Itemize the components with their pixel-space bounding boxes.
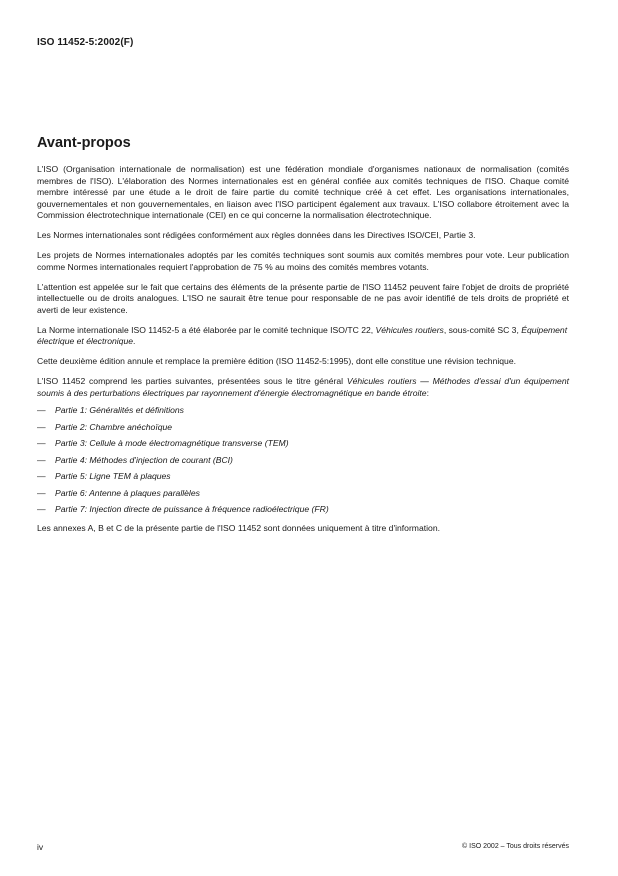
part-label: Partie 7: Injection directe de puissance à fréquence radioélectrique (FR): [55, 504, 329, 514]
list-item: [37, 405, 569, 417]
list-item: [37, 422, 569, 434]
general-title: Véhicules routiers — Méthodes d'essai d'un équipement soumis à des perturbations électriques par rayonnement d'énergie électromagnétique en bande étroite: [37, 376, 569, 398]
copyright-notice: © ISO 2002 – Tous droits réservés: [462, 843, 569, 850]
committee-tc-name: Véhicules routiers: [375, 324, 444, 335]
committee-sc-name: Équipement électrique et électronique: [37, 324, 568, 346]
part-label: Partie 2: Chambre anéchoïque: [55, 421, 173, 432]
dash-bullet: —: [37, 438, 46, 448]
parts-intro-colon: :: [426, 387, 429, 398]
dash-bullet: —: [37, 405, 46, 415]
dash-bullet: —: [37, 454, 46, 465]
paragraph-edition: Cette deuxième édition annule et remplace la première édition (ISO 11452-5:1995), dont elle constitue une révision technique.: [37, 356, 516, 366]
list-item: [37, 504, 569, 516]
dash-bullet: —: [37, 487, 46, 498]
committee-text-a: La Norme internationale ISO 11452-5 a été élaborée par le comité technique ISO/TC 22,: [37, 324, 376, 335]
dash-bullet: —: [37, 504, 46, 514]
list-item: [37, 488, 569, 500]
dash-bullet: —: [37, 471, 46, 481]
committee-text-e: .: [133, 336, 136, 346]
parts-intro-text: L'ISO 11452 comprend les parties suivantes, présentées sous le titre général: [37, 376, 347, 386]
part-label: Partie 4: Méthodes d'injection de courant (BCI): [55, 454, 233, 465]
paragraph-voting: Les projets de Normes internationales adoptés par les comités techniques sont soumis aux comités membres pour vote. Leur publication comme Normes internationales requiert l'approbation de 75 % au moins des comités membres votants.: [37, 250, 569, 272]
section-title: Avant-propos: [37, 135, 131, 151]
dash-bullet: —: [37, 421, 46, 432]
part-label: Partie 5: Ligne TEM à plaques: [55, 471, 171, 481]
paragraph-annexes: Les annexes A, B et C de la présente partie de l'ISO 11452 sont données uniquement à titre d'information.: [37, 522, 440, 533]
paragraph-drafting-rules: Les Normes internationales sont rédigées conformément aux règles données dans les Directives ISO/CEI, Partie 3.: [37, 230, 476, 240]
parts-list: [37, 405, 569, 516]
part-label: Partie 1: Généralités et définitions: [55, 405, 184, 415]
paragraph-parts-intro: [37, 376, 569, 399]
paragraph-patent-rights: L'attention est appelée sur le fait que certains des éléments de la présente partie de l'ISO 11452 peuvent faire l'objet de droits de propriété intellectuelle ou de droits analogues. L'ISO ne saurait être tenue pour responsable de ne pas avoir identifié de tels droits de propriété et averti de leur existence.: [37, 281, 569, 315]
paragraph-committee: [37, 325, 569, 348]
page-number: iv: [37, 842, 44, 852]
paragraph-iso-intro: L'ISO (Organisation internationale de normalisation) est une fédération mondiale d'organismes nationaux de normalisation (comités membres de l'ISO). L'élaboration des Normes internationales est en général confiée aux comités techniques de l'ISO. Chaque comité membre intéressé par une étude a le droit de faire partie du comité technique créé à cet effet. Les organisations internationales, gouvernementales et non gouvernementales, en liaison avec l'ISO participent également aux travaux. L'ISO collabore étroitement avec la Commission électrotechnique internationale (CEI) en ce qui concerne la normalisation électrotechnique.: [37, 164, 569, 220]
committee-text-c: , sous-comité SC 3,: [443, 324, 522, 335]
part-label: Partie 6: Antenne à plaques parallèles: [55, 487, 200, 498]
document-id-header: ISO 11452-5:2002(F): [37, 37, 134, 48]
list-item: [37, 455, 569, 467]
foreword-body: [37, 164, 569, 543]
list-item: [37, 438, 569, 450]
part-label: Partie 3: Cellule à mode électromagnétique transverse (TEM): [55, 438, 289, 448]
list-item: [37, 471, 569, 483]
